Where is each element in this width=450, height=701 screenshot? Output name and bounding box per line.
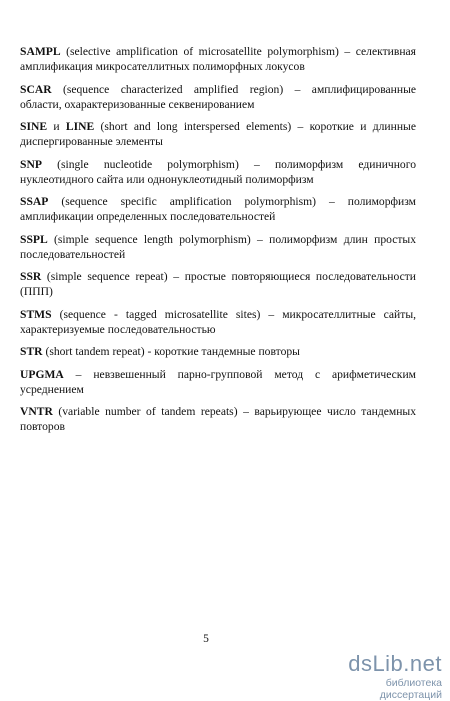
entry-continuation-line: усреднением bbox=[20, 382, 84, 396]
entry-first-line bbox=[20, 232, 416, 247]
abbreviation-entry-ssap bbox=[20, 194, 416, 224]
entry-first-line bbox=[20, 44, 416, 59]
entry-first-line bbox=[20, 194, 416, 209]
abbreviation-entry-stms bbox=[20, 307, 416, 337]
entry-first-line bbox=[20, 82, 416, 97]
entry-first-line bbox=[20, 404, 416, 419]
entry-first-line bbox=[20, 269, 416, 284]
entry-continuation-line: (ППП) bbox=[20, 285, 53, 298]
abbreviation-term: UPGMA bbox=[20, 367, 64, 381]
entry-first-line bbox=[20, 344, 416, 359]
entry-continuation-line: характеризуемые последовательностью bbox=[20, 322, 216, 336]
abbreviation-definition: – невзвешенный парно-групповой метод с арифметическим bbox=[75, 367, 416, 381]
abbreviation-conjunction: и bbox=[53, 120, 60, 133]
watermark-brand: dsLib.net bbox=[348, 651, 442, 676]
entry-continuation-line: диспергированные элементы bbox=[20, 135, 163, 148]
abbreviation-entry-sampl bbox=[20, 44, 416, 74]
abbreviation-definition: (sequence characterized amplified region) – амплифицированные bbox=[62, 82, 417, 96]
abbreviation-entry-scar bbox=[20, 82, 416, 112]
entry-continuation-line: повторов bbox=[20, 420, 65, 433]
abbreviation-definition: (variable number of tandem repeats) – варьирующее число тандемных bbox=[58, 405, 417, 418]
abbreviation-definition: (simple sequence length polymorphism) – полиморфизм длин простых bbox=[54, 232, 416, 246]
entry-first-line bbox=[20, 307, 416, 322]
abbreviation-term: VNTR bbox=[20, 405, 53, 418]
entry-continuation-line: области, охарактеризованные секвенированием bbox=[20, 97, 255, 111]
abbreviation-term: SSR bbox=[20, 270, 42, 283]
entry-continuation-line: нуклеотидного сайта или однонуклеотидный полиморфизм bbox=[20, 172, 314, 186]
abbreviation-definition: (selective amplification of microsatellite polymorphism) – селективная bbox=[66, 45, 417, 58]
abbreviation-entry-sine-line bbox=[20, 119, 416, 149]
abbreviation-definition: (single nucleotide polymorphism) – полиморфизм единичного bbox=[57, 157, 416, 171]
abbreviation-term: SCAR bbox=[20, 82, 52, 96]
entry-first-line bbox=[20, 367, 416, 382]
entry-first-line bbox=[20, 119, 416, 134]
abbreviation-term: SAMPL bbox=[20, 45, 61, 58]
abbreviation-entry-str bbox=[20, 344, 416, 359]
abbreviation-term: SSPL bbox=[20, 232, 48, 246]
abbreviation-term: STMS bbox=[20, 307, 52, 321]
site-watermark bbox=[324, 652, 442, 701]
abbreviation-definition: (simple sequence repeat) – простые повторяющиеся последовательности bbox=[46, 270, 416, 283]
abbreviation-entry-sspl bbox=[20, 232, 416, 262]
abbreviation-definition: (short and long interspersed elements) – короткие и длинные bbox=[100, 120, 416, 133]
abbreviation-definition: (short tandem repeat) - короткие тандемные повторы bbox=[45, 345, 300, 358]
abbreviation-entry-snp bbox=[20, 157, 416, 187]
abbreviation-definition: (sequence - tagged microsatellite sites) – микросателлитные сайты, bbox=[59, 307, 417, 321]
abbreviation-term: SNP bbox=[20, 157, 42, 171]
abbreviation-entry-vntr bbox=[20, 404, 416, 434]
entry-continuation-line: амплификации определенных последовательностей bbox=[20, 210, 276, 223]
abbreviation-list bbox=[20, 44, 416, 442]
abbreviation-term: SINE bbox=[20, 120, 48, 133]
abbreviation-term: SSAP bbox=[20, 195, 49, 208]
abbreviation-term: STR bbox=[20, 345, 43, 358]
entry-continuation-line: амплификация микросателлитных полиморфных локусов bbox=[20, 60, 305, 73]
abbreviation-entry-ssr bbox=[20, 269, 416, 299]
watermark-subtitle: библиотека диссертаций bbox=[379, 677, 442, 701]
abbreviation-definition: (sequence specific amplification polymorphism) – полиморфизм bbox=[61, 195, 416, 208]
entry-first-line bbox=[20, 157, 416, 172]
abbreviation-entry-upgma bbox=[20, 367, 416, 397]
abbreviation-term-second: LINE bbox=[65, 120, 95, 133]
page-number: 5 bbox=[203, 633, 209, 645]
entry-continuation-line: последовательностей bbox=[20, 247, 126, 261]
